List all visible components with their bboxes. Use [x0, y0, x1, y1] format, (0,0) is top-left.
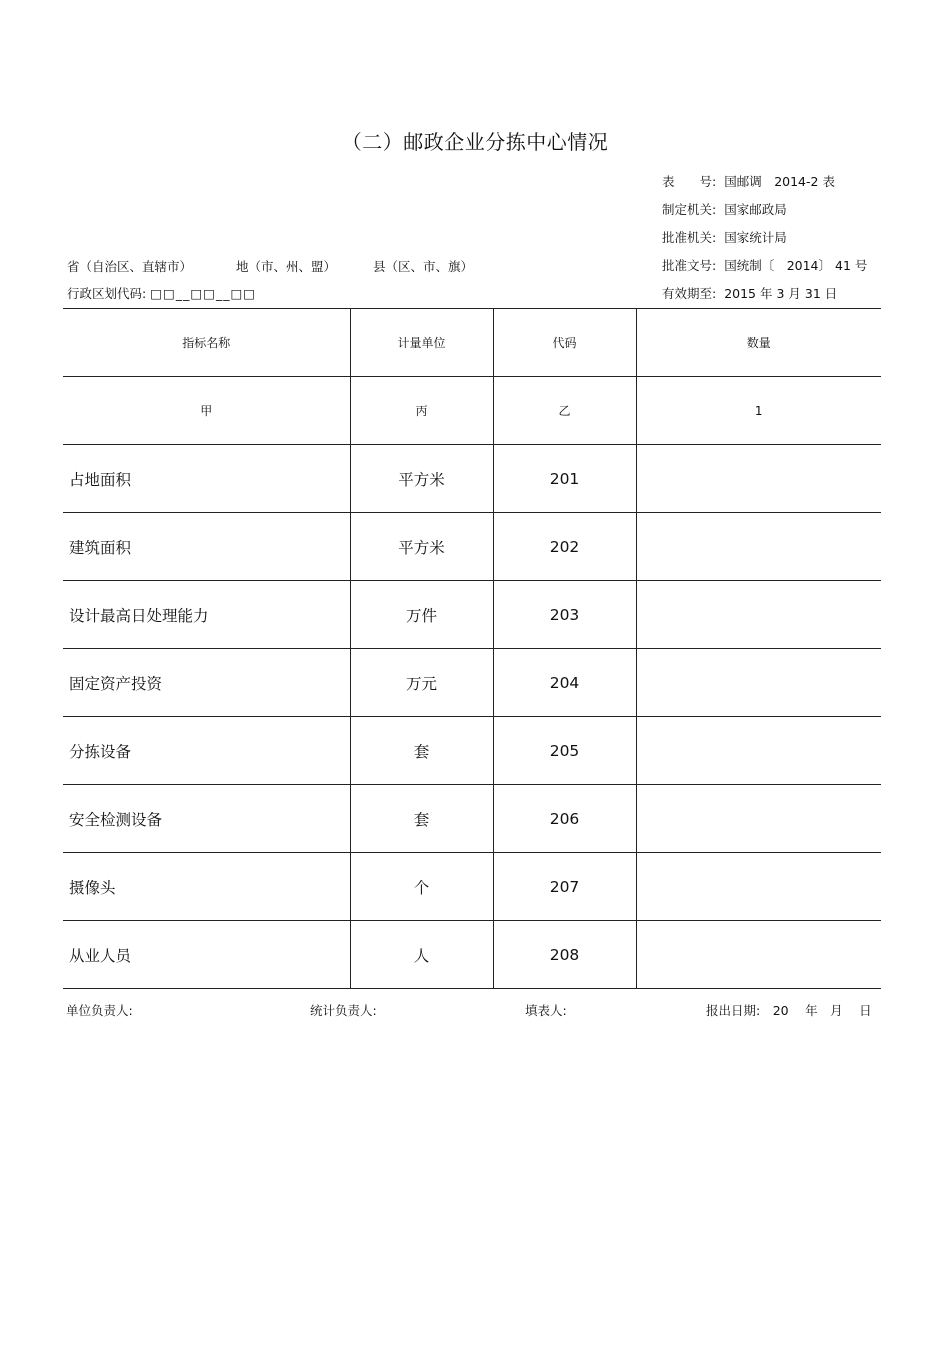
row-name: 摄像头 [63, 853, 350, 921]
approval-number-value: 国统制〔 2014〕 41 号 [724, 258, 868, 273]
row-name: 占地面积 [63, 445, 350, 513]
row-code: 205 [493, 717, 636, 785]
row-unit: 人 [350, 921, 493, 989]
row-unit: 平方米 [350, 445, 493, 513]
header-row [63, 309, 881, 377]
row-quantity-input[interactable] [636, 445, 881, 513]
row-name: 安全检测设备 [63, 785, 350, 853]
row-quantity-input[interactable] [636, 921, 881, 989]
approval-number-label: 批准文号: [662, 258, 717, 273]
row-quantity-input[interactable] [636, 717, 881, 785]
prefecture-field: 地（市、州、盟） [236, 259, 337, 274]
row-quantity-input[interactable] [636, 513, 881, 581]
valid-until [662, 284, 841, 302]
approving-authority [662, 228, 791, 246]
index-unit: 丙 [350, 377, 493, 445]
table-row [63, 717, 881, 785]
row-quantity-input[interactable] [636, 649, 881, 717]
approving-authority-value: 国家统计局 [724, 230, 787, 245]
form-title: （二）邮政企业分拣中心情况 [341, 130, 609, 154]
province-field: 省（自治区、直辖市） [67, 259, 193, 274]
report-date: 报出日期: 20 年 月 日 [706, 1003, 872, 1018]
filler-signature: 填表人: [525, 1003, 567, 1018]
row-unit: 套 [350, 717, 493, 785]
table-number [662, 172, 839, 190]
stat-head-signature: 统计负责人: [310, 1003, 377, 1018]
table-row [63, 853, 881, 921]
row-code: 208 [493, 921, 636, 989]
county-field: 县（区、市、旗） [373, 259, 474, 274]
table-number-value: 国邮调 2014-2 表 [724, 174, 835, 189]
row-quantity-input[interactable] [636, 853, 881, 921]
unit-head-signature: 单位负责人: [66, 1003, 133, 1018]
row-unit: 万件 [350, 581, 493, 649]
index-name: 甲 [63, 377, 350, 445]
row-name: 设计最高日处理能力 [63, 581, 350, 649]
row-name: 建筑面积 [63, 513, 350, 581]
valid-until-value: 2015 年 3 月 31 日 [724, 286, 838, 301]
row-quantity-input[interactable] [636, 785, 881, 853]
admin-code-label: 行政区划代码: [67, 286, 147, 301]
header-code: 代码 [493, 309, 636, 377]
index-code: 乙 [493, 377, 636, 445]
row-unit: 平方米 [350, 513, 493, 581]
admin-code-boxes[interactable]: □□__□□__□□ [150, 286, 257, 301]
approving-authority-label: 批准机关: [662, 230, 717, 245]
row-name: 从业人员 [63, 921, 350, 989]
table-row [63, 785, 881, 853]
table-row [63, 649, 881, 717]
table-row [63, 445, 881, 513]
header-unit: 计量单位 [350, 309, 493, 377]
valid-until-label: 有效期至: [662, 286, 717, 301]
issuing-authority [662, 200, 791, 218]
index-row [63, 377, 881, 445]
index-quantity: 1 [636, 377, 881, 445]
header-indicator-name: 指标名称 [63, 309, 350, 377]
table-row [63, 513, 881, 581]
row-code: 203 [493, 581, 636, 649]
issuing-authority-value: 国家邮政局 [724, 202, 787, 217]
row-name: 固定资产投资 [63, 649, 350, 717]
admin-code-line [67, 284, 256, 302]
approval-number [662, 256, 871, 274]
table-row [63, 581, 881, 649]
row-code: 206 [493, 785, 636, 853]
row-code: 202 [493, 513, 636, 581]
row-quantity-input[interactable] [636, 581, 881, 649]
row-name: 分拣设备 [63, 717, 350, 785]
table-row [63, 921, 881, 989]
table-number-label: 表 号: [662, 174, 717, 189]
row-code: 207 [493, 853, 636, 921]
indicator-table [63, 308, 881, 989]
issuing-authority-label: 制定机关: [662, 202, 717, 217]
row-unit: 个 [350, 853, 493, 921]
header-quantity: 数量 [636, 309, 881, 377]
row-unit: 万元 [350, 649, 493, 717]
row-code: 201 [493, 445, 636, 513]
row-code: 204 [493, 649, 636, 717]
row-unit: 套 [350, 785, 493, 853]
